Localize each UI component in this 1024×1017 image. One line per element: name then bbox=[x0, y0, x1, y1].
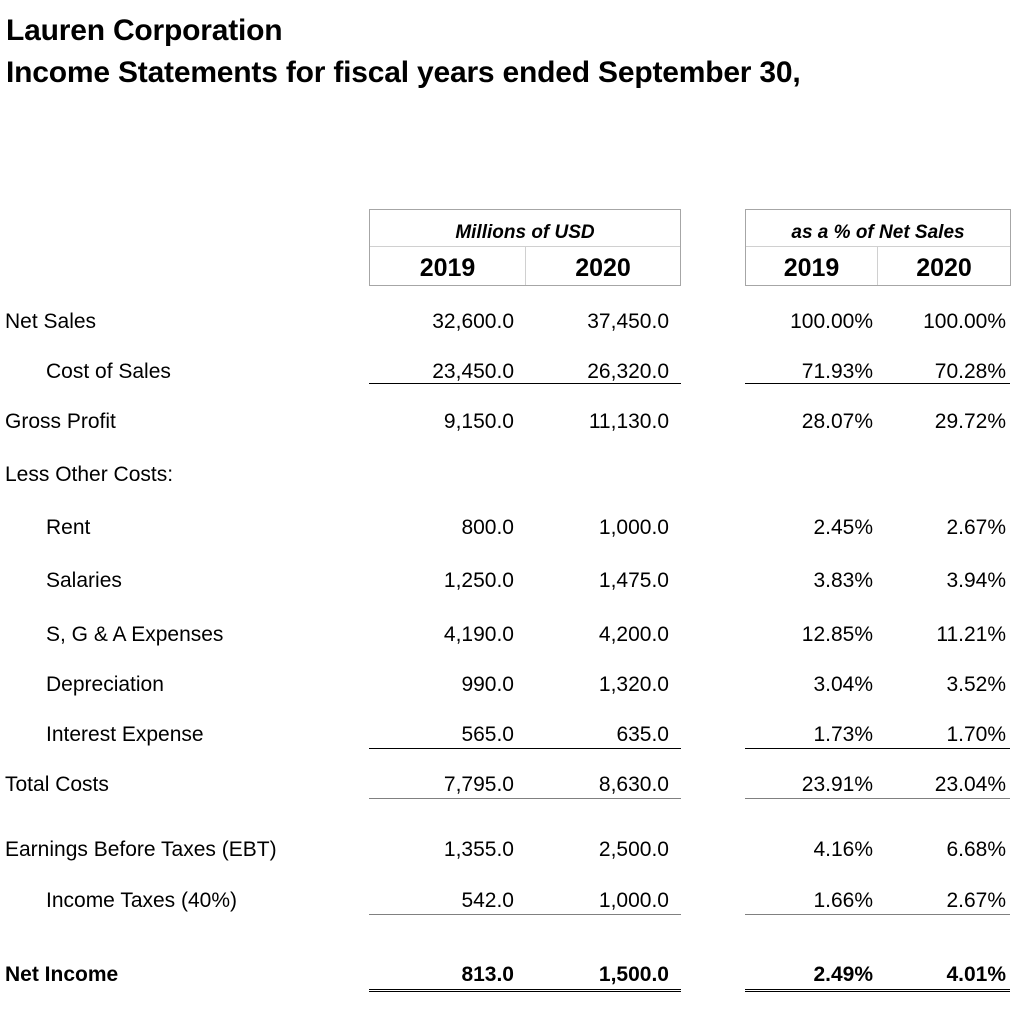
row-label: Net Income bbox=[5, 963, 119, 986]
pct-2020-value: 70.28% bbox=[934, 360, 1006, 383]
pct-2019-value: 3.04% bbox=[813, 673, 873, 696]
pct-2019-value: 100.00% bbox=[790, 310, 873, 333]
row-label: Income Taxes (40%) bbox=[46, 889, 238, 912]
pct-2019-value: 1.73% bbox=[813, 723, 873, 746]
rule-total-costs-pct bbox=[745, 798, 1010, 799]
pct-2020-value: 1.70% bbox=[946, 723, 1006, 746]
table-row-cost-of-sales bbox=[0, 360, 1024, 390]
usd-2020-value: 11,130.0 bbox=[588, 410, 669, 433]
pct-2019-value: 3.83% bbox=[813, 569, 873, 592]
table-row-rent bbox=[0, 516, 1024, 546]
pct-2020-value: 23.04% bbox=[934, 773, 1006, 796]
usd-year-2019: 2019 bbox=[419, 254, 476, 282]
table-row-less-other-costs bbox=[0, 463, 1024, 493]
pct-2020-value: 100.00% bbox=[923, 310, 1006, 333]
row-label: Salaries bbox=[46, 569, 122, 592]
table-row-salaries bbox=[0, 569, 1024, 599]
usd-2020-value: 1,000.0 bbox=[598, 516, 669, 539]
pct-2019-value: 12.85% bbox=[801, 623, 873, 646]
pct-2019-value: 71.93% bbox=[801, 360, 873, 383]
row-label: Total Costs bbox=[5, 773, 109, 796]
pct-2020-value: 4.01% bbox=[946, 963, 1006, 986]
usd-2019-value: 23,450.0 bbox=[432, 360, 514, 383]
usd-2019-value: 4,190.0 bbox=[443, 623, 514, 646]
table-row-net-sales bbox=[0, 310, 1024, 340]
pct-2020-value: 2.67% bbox=[946, 889, 1006, 912]
pct-group-header: as a % of Net Sales bbox=[791, 222, 965, 243]
usd-2019-value: 9,150.0 bbox=[443, 410, 514, 433]
row-label: Gross Profit bbox=[5, 410, 116, 433]
rule-taxes-usd bbox=[369, 914, 681, 915]
pct-2020-value: 2.67% bbox=[946, 516, 1006, 539]
usd-2020-value: 2,500.0 bbox=[598, 838, 669, 861]
usd-2019-value: 813.0 bbox=[461, 963, 514, 986]
usd-2020-value: 1,000.0 bbox=[598, 889, 669, 912]
row-label: Interest Expense bbox=[46, 723, 204, 746]
usd-header-band bbox=[370, 210, 680, 247]
company-name: Lauren Corporation bbox=[6, 14, 283, 47]
rule-taxes-pct bbox=[745, 914, 1010, 915]
row-label: Rent bbox=[46, 516, 91, 539]
table-row-earnings-before-taxes-ebt bbox=[0, 838, 1024, 868]
usd-2020-value: 1,500.0 bbox=[598, 963, 669, 986]
pct-header-box bbox=[745, 209, 1011, 286]
pct-2020-value: 3.94% bbox=[946, 569, 1006, 592]
rule-cost-of-sales-usd bbox=[369, 383, 681, 384]
usd-2019-value: 800.0 bbox=[461, 516, 514, 539]
row-label: Depreciation bbox=[46, 673, 164, 696]
table-row-gross-profit bbox=[0, 410, 1024, 440]
pct-year-2020: 2020 bbox=[916, 254, 972, 282]
row-label: Cost of Sales bbox=[46, 360, 171, 383]
rule-cost-of-sales-pct bbox=[745, 383, 1010, 384]
usd-year-2020: 2020 bbox=[575, 254, 631, 282]
pct-header-band bbox=[746, 210, 1010, 247]
pct-2019-value: 2.49% bbox=[813, 963, 873, 986]
pct-2020-value: 11.21% bbox=[936, 623, 1006, 646]
rule-net-income-usd bbox=[369, 989, 681, 992]
rule-interest-usd bbox=[369, 748, 681, 749]
rule-interest-pct bbox=[745, 748, 1010, 749]
rule-total-costs-usd bbox=[369, 798, 681, 799]
row-label: Earnings Before Taxes (EBT) bbox=[5, 838, 277, 861]
usd-2019-value: 7,795.0 bbox=[443, 773, 514, 796]
usd-2020-value: 635.0 bbox=[616, 723, 669, 746]
usd-2019-value: 565.0 bbox=[461, 723, 514, 746]
usd-2019-value: 990.0 bbox=[461, 673, 514, 696]
usd-2020-value: 4,200.0 bbox=[598, 623, 669, 646]
pct-2019-value: 1.66% bbox=[813, 889, 873, 912]
pct-year-2019: 2019 bbox=[783, 254, 840, 282]
table-row-s-g-a-expenses bbox=[0, 623, 1024, 653]
usd-header-box bbox=[369, 209, 681, 286]
usd-2020-value: 26,320.0 bbox=[587, 360, 669, 383]
pct-2020-value: 6.68% bbox=[946, 838, 1006, 861]
pct-2019-value: 2.45% bbox=[813, 516, 873, 539]
usd-2019-value: 542.0 bbox=[461, 889, 514, 912]
usd-2020-value: 1,475.0 bbox=[598, 569, 669, 592]
usd-2019-value: 1,250.0 bbox=[443, 569, 514, 592]
usd-group-header: Millions of USD bbox=[455, 222, 595, 243]
usd-2019-value: 1,355.0 bbox=[443, 838, 514, 861]
pct-2019-value: 28.07% bbox=[801, 410, 873, 433]
rule-net-income-pct bbox=[745, 989, 1010, 992]
row-label: Less Other Costs: bbox=[5, 463, 174, 486]
table-row-depreciation bbox=[0, 673, 1024, 703]
pct-2019-value: 4.16% bbox=[813, 838, 873, 861]
usd-2019-value: 32,600.0 bbox=[432, 310, 514, 333]
usd-2020-value: 1,320.0 bbox=[598, 673, 669, 696]
pct-2020-value: 3.52% bbox=[946, 673, 1006, 696]
row-label: S, G & A Expenses bbox=[46, 623, 224, 646]
usd-2020-value: 37,450.0 bbox=[587, 310, 669, 333]
statement-title: Income Statements for fiscal years ended September 30, bbox=[6, 56, 801, 89]
pct-2019-value: 23.91% bbox=[801, 773, 873, 796]
row-label: Net Sales bbox=[5, 310, 97, 333]
usd-2020-value: 8,630.0 bbox=[598, 773, 669, 796]
pct-2020-value: 29.72% bbox=[934, 410, 1006, 433]
